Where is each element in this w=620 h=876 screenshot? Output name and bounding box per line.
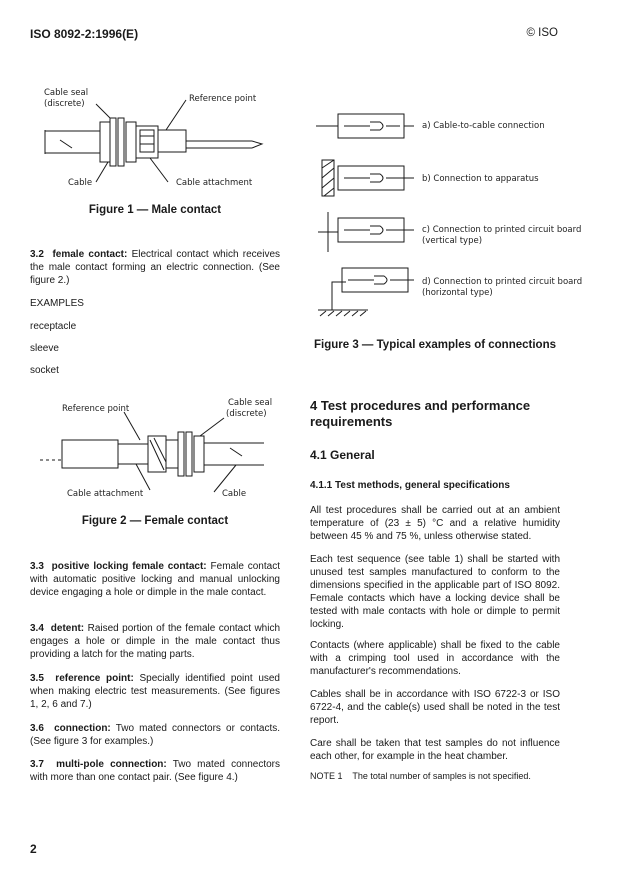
section-4-1-1-title: 4.1.1 Test methods, general specifications (310, 480, 510, 491)
figure-1-caption: Figure 1 — Male contact (88, 204, 222, 216)
definition-3-4: 3.4 detent: Raised portion of the female contact which engages a hole or dimple in the male contact thus providing a latch for the mating parts. (30, 623, 281, 660)
fig3-label-c1: c) Connection to printed circuit board (422, 225, 582, 235)
example-item: receptacle (30, 321, 77, 332)
fig3-label-d1: d) Connection to printed circuit board (422, 277, 583, 287)
fig2-label-cable-seal-sub: (discrete) (226, 409, 267, 419)
definition-3-5: 3.5 reference point: Specially identified point used when making electric test measurements. (See figures 1, 2, 6 and 7.) (30, 673, 280, 710)
fig3-label-c2: (vertical type) (422, 236, 483, 246)
fig3-label-b: b) Connection to apparatus (422, 174, 539, 184)
definition-3-6: 3.6 connection: Two mated connectors or contacts. (See figure 3 for examples.) (30, 723, 281, 747)
paragraph: Care shall be taken that test samples do not influence each other, for example in the heat chamber. (310, 738, 560, 762)
note-1: NOTE 1 The total number of samples is not specified. (310, 771, 531, 781)
fig1-label-cable-attachment: Cable attachment (176, 178, 253, 188)
section-4-1-title: 4.1 General (310, 448, 375, 462)
examples-heading: EXAMPLES (30, 298, 84, 309)
figure-3-caption: Figure 3 — Typical examples of connections (314, 339, 556, 351)
page-number: 2 (30, 842, 37, 856)
fig1-label-cable-seal-sub: (discrete) (44, 99, 85, 109)
copyright: © ISO (526, 27, 558, 39)
example-item: sleeve (30, 343, 59, 354)
definition-3-3: 3.3 positive locking female contact: Female contact with automatic positive locking and manual unlocking device engaging a hole or dimple in the male contact. (30, 561, 280, 598)
document-id: ISO 8092-2:1996(E) (30, 27, 139, 41)
fig1-label-cable: Cable (68, 178, 93, 188)
example-item: socket (30, 365, 59, 376)
fig1-label-cable-seal: Cable seal (44, 88, 89, 98)
fig3-label-a: a) Cable-to-cable connection (422, 121, 545, 131)
fig1-label-reference-point: Reference point (189, 94, 257, 104)
paragraph: Each test sequence (see table 1) shall be started with unused test samples manufactured to conform to the dimensions specified in the applicable part of ISO 8092. Female contacts which have a locking device shall be tested with male contacts with hole or dimple to permit locking. (310, 554, 560, 630)
definition-3-2: 3.2 female contact: Electrical contact which receives the male contact forming an electric connection. (See figure 2.) (30, 249, 281, 286)
fig2-label-cable-attachment: Cable attachment (67, 489, 144, 499)
paragraph: Contacts (where applicable) shall be fixed to the cable with a crimping tool used in accordance with the manufacturer's recommendations. (310, 640, 560, 677)
definition-3-7: 3.7 multi-pole connection: Two mated connectors with more than one contact pair. (See figure 4.) (30, 759, 281, 783)
fig2-label-reference-point: Reference point (62, 404, 130, 414)
section-4-title: 4 Test procedures and performance requirements (310, 398, 531, 429)
paragraph: Cables shall be in accordance with ISO 6722-3 or ISO 6722-4, and the cable(s) used shall be noted in the test report. (310, 689, 560, 726)
fig2-label-cable: Cable (222, 489, 247, 499)
fig3-label-d2: (horizontal type) (422, 288, 493, 298)
fig2-label-cable-seal: Cable seal (228, 398, 273, 408)
figure-2-caption: Figure 2 — Female contact (81, 515, 229, 527)
paragraph: All test procedures shall be carried out at an ambient temperature of (23 ± 5) °C and a relative humidity between 45 % and 75 %, unless otherwise stated. (310, 505, 560, 542)
